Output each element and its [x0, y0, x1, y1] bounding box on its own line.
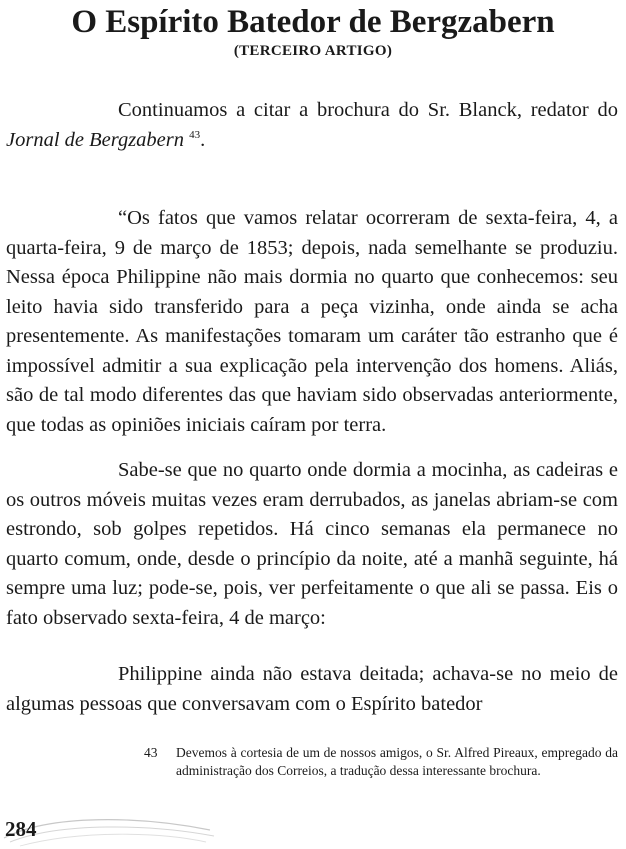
footnote: [144, 744, 618, 779]
footnote-text: Devemos à cortesia de um de nossos amigos, o Sr. Alfred Pireaux, empregado da administração dos Correios, a tradução dessa interessante brochura.: [176, 745, 618, 778]
page-number: 284: [5, 817, 37, 841]
paragraph-1-text: Continuamos a citar a brochura do Sr. Blanck, redator do: [118, 99, 618, 121]
page-subtitle: (TERCEIRO ARTIGO): [233, 43, 393, 59]
footnote-number: 43: [144, 745, 158, 760]
paragraph-3: Sabe-se que no quarto onde dormia a mocinha, as cadeiras e os outros móveis muitas vezes eram derrubados, as janelas abriam-se com estrondo, sob golpes repetidos. Há cinco semanas ela permanece no quarto comum, onde, desde o princípio da noite, até a manhã seguinte, há sempre uma luz; pode-se, pois, ver perfeitamente o que ali se passa. Eis o fato observado sexta-feira, 4 de março:: [6, 459, 618, 629]
footnote-reference: 43: [189, 128, 201, 141]
page-title: O Espírito Batedor de Bergzabern: [71, 4, 555, 40]
paragraph-4: Philippine ainda não estava deitada; achava-se no meio de algumas pessoas que conversavam com o Espírito batedor: [6, 663, 618, 715]
journal-name: Jornal de Bergzabern: [6, 128, 185, 151]
paragraph-1-end: .: [200, 128, 206, 151]
paragraph-1: [6, 96, 618, 155]
paragraph-2: “Os fatos que vamos relatar ocorreram de sexta-feira, 4, a quarta-feira, 9 de março de 1853; depois, nada semelhante se produziu. Nessa época Philippine não mais dormia no quarto que conhecemos: seu leito havia sido transferido para a peça vizinha, onde ainda se acha presentemente. As manifestações tomaram um caráter tão estranho que é impossível admitir a sua explicação pela intervenção dos homens. Aliás, são de tal modo diferentes das que haviam sido observadas anteriormente, que todas as opiniões iniciais caíram por terra.: [6, 207, 618, 436]
